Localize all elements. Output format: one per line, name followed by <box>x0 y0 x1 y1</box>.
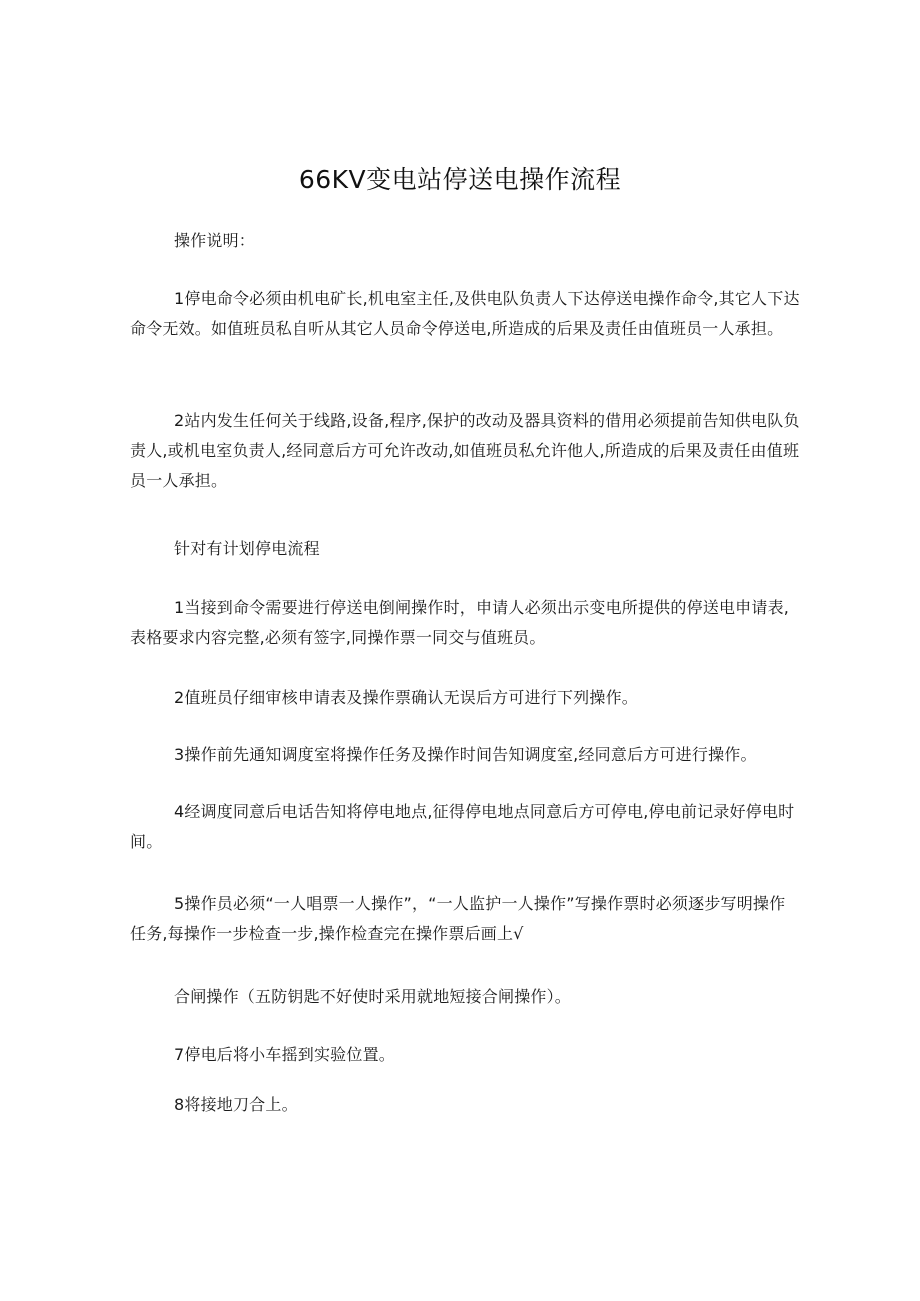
paragraph-operation-note-heading: 操作说明： <box>174 231 256 250</box>
paragraph-step-8: 8将接地刀合上。 <box>174 1095 298 1114</box>
paragraph-step-2: 2值班员仔细审核申请表及操作票确认无误后方可进行下列操作。 <box>174 688 638 707</box>
paragraph-step-1: 1当接到命令需要进行停送电倒闸操作时，申请人必须出示变电所提供的停送电申请表,表格要求内容完整,必须有签字,同操作票一同交与值班员。 <box>130 598 790 647</box>
paragraph-step-3: 3操作前先通知调度室将操作任务及操作时间告知调度室,经同意后方可进行操作。 <box>174 745 757 764</box>
paragraph-step-5: 5操作员必须“一人唱票一人操作”，“一人监护一人操作”写操作票时必须逐步写明操作任务,每操作一步检查一步,操作检查完在操作票后画上√ <box>130 894 786 943</box>
paragraph-step-4: 4经调度同意后电话告知将停电地点,征得停电地点同意后方可停电,停电前记录好停电时间。 <box>130 802 795 851</box>
paragraph-note-1: 1停电命令必须由机电矿长,机电室主任,及供电队负责人下达停送电操作命令,其它人下达命令无效。如值班员私自听从其它人员命令停送电,所造成的后果及责任由值班员一人承担。 <box>130 289 800 338</box>
document-title: 66KV变电站停送电操作流程 <box>298 165 622 194</box>
paragraph-planned-outage-heading: 针对有计划停电流程 <box>174 539 320 558</box>
paragraph-close-operation: 合闸操作（五防钥匙不好使时采用就地短接合闸操作）。 <box>174 987 572 1006</box>
paragraph-note-2: 2站内发生任何关于线路,设备,程序,保护的改动及器具资料的借用必须提前告知供电队负责人,或机电室负责人,经同意后方可允许改动,如值班员私允许他人,所造成的后果及责任由值班员一人承担。 <box>130 411 800 490</box>
paragraph-step-7: 7停电后将小车摇到实验位置。 <box>174 1045 395 1064</box>
